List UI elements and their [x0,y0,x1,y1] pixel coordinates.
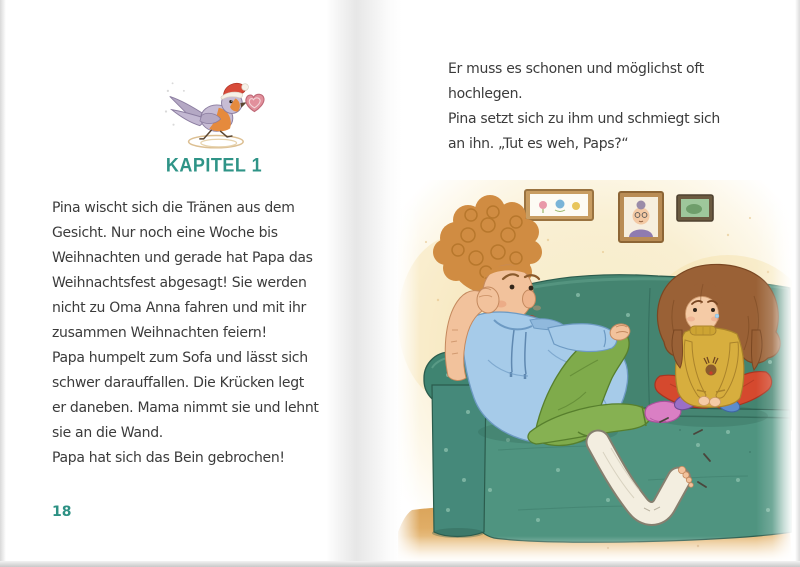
text-line: er daneben. Mama nimmt sie und lehnt [52,400,319,416]
text-line: Er muss es schonen und möglichst oft [448,61,704,77]
right-page [396,0,794,567]
watercolor-fade-right [756,180,792,562]
text-line: Papa hat sich das Bein gebrochen! [52,450,285,466]
book-gutter-shadow [326,0,402,562]
left-page-text [52,196,319,471]
text-line: Pina setzt sich zu ihm und schmiegt sich [448,111,721,127]
left-page [6,0,330,567]
watercolor-fade-bottom [398,536,792,562]
robin-santa-hat-icon [149,72,279,152]
text-line: nicht zu Oma Anna fahren und mit ihr [52,300,307,316]
wall-frame-drawings [525,190,593,220]
wall-frame-green [677,195,713,221]
right-page-text [448,57,720,157]
text-line: Gesicht. Nur noch eine Woche bis [52,225,278,241]
sofa-scene-illustration [398,180,792,562]
text-line: Weihnachtsfest abgesagt! Sie werden [52,275,307,291]
text-line: schwer darauffallen. Die Krücken legt [52,375,304,391]
text-line: hochlegen. [448,86,523,102]
chapter-heading: KAPITEL 1 [165,154,263,176]
pina-tear [715,314,719,318]
watercolor-fade-left [398,180,420,562]
text-line: an ihn. „Tut es weh, Paps?“ [448,136,629,152]
page-number: 18 [52,504,72,520]
book-edge-right [795,0,800,567]
text-line: Weihnachten und gerade hat Papa das [52,250,313,266]
text-line: Papa humpelt zum Sofa und lässt sich [52,350,308,366]
chapter-header [143,72,285,176]
wall-frame-grandma-portrait [619,192,663,242]
text-line: sie an die Wand. [52,425,163,441]
text-line: zusammen Weihnachten feiern! [52,325,267,341]
text-line: Pina wischt sich die Tränen aus dem [52,200,295,216]
